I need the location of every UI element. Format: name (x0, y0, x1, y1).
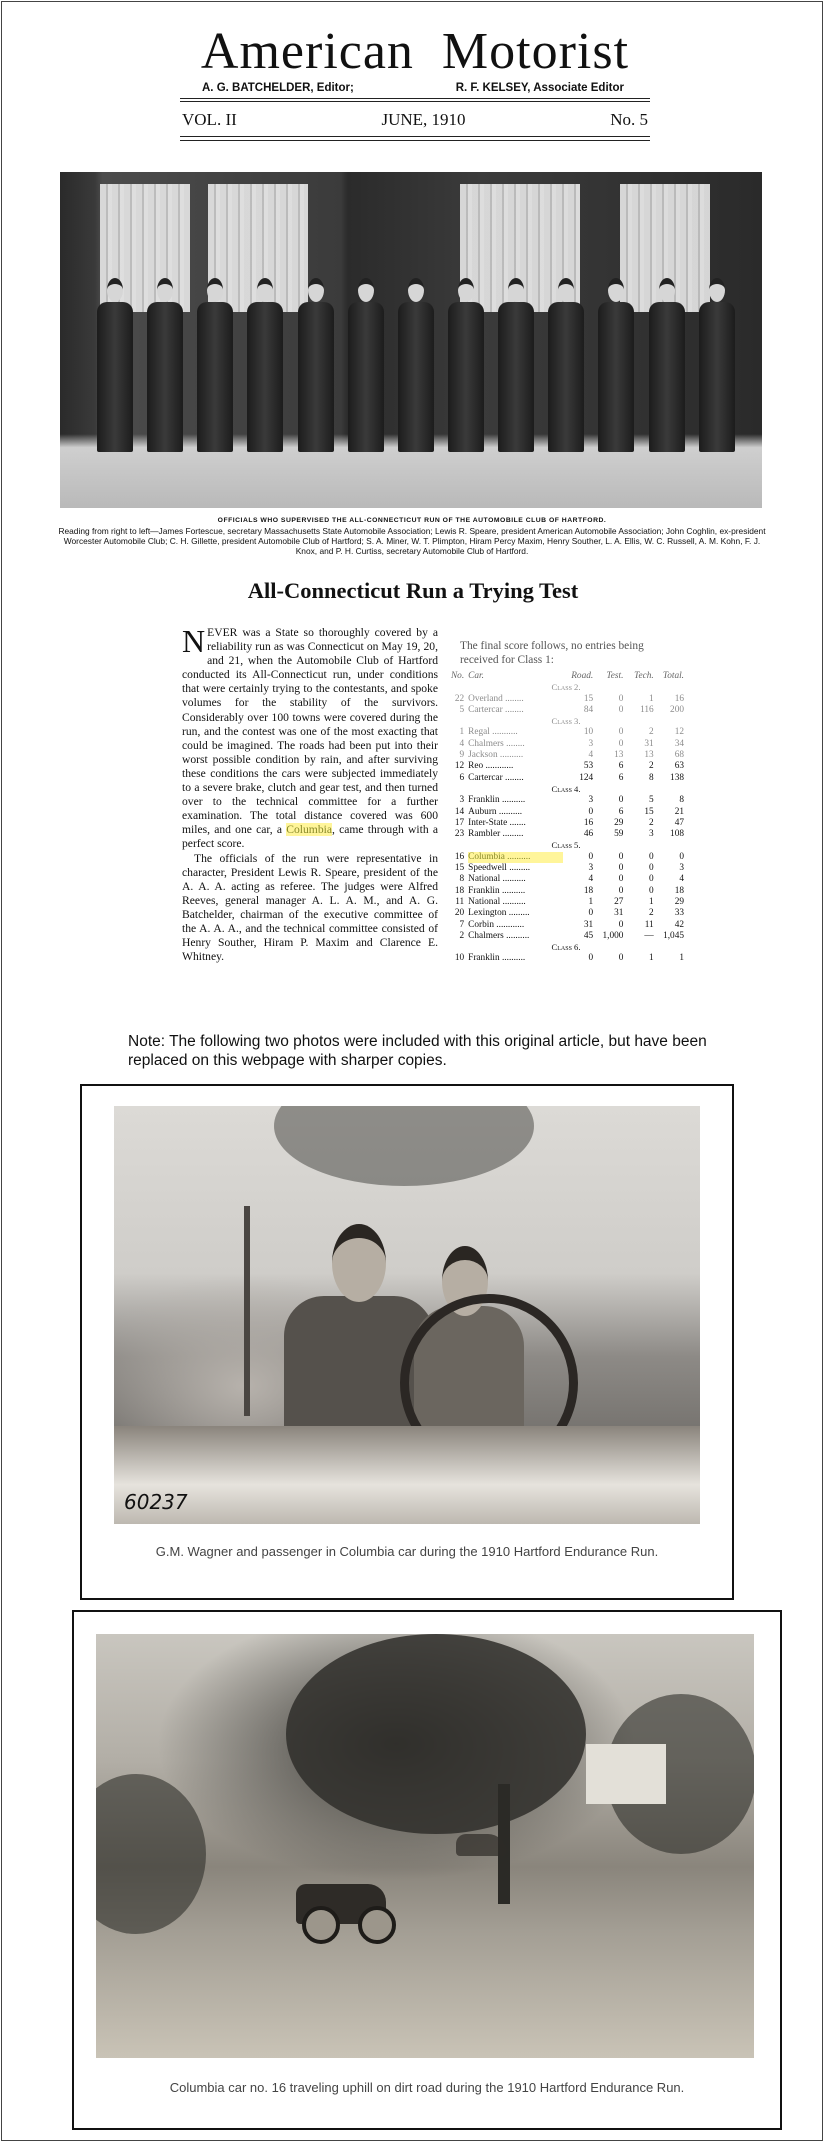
score-cell: 1 (679, 953, 684, 964)
score-cell: 31 (644, 738, 654, 749)
masthead (180, 24, 650, 141)
score-cell: 124 (579, 772, 594, 783)
score-header-cell: Road. (571, 671, 594, 681)
score-class-label: Class 2. (551, 682, 581, 693)
score-cell: 20 (454, 908, 465, 919)
score-cell: 6 (618, 761, 624, 772)
score-cell: 53 (583, 761, 594, 772)
score-cell: 0 (618, 795, 624, 806)
photo-frame-uphill (72, 1610, 782, 2130)
score-cell: Speedwell ......... (468, 863, 531, 874)
score-cell: 4 (588, 750, 594, 761)
score-header-cell: Car. (468, 671, 484, 681)
wagner-photo-caption: G.M. Wagner and passenger in Columbia car during the 1910 Hartford Endurance Run. (155, 1544, 659, 1559)
score-cell: 5 (459, 704, 465, 715)
score-cell: 5 (649, 795, 654, 806)
score-row (448, 750, 684, 761)
score-cell: 4 (588, 874, 594, 885)
score-class-label: Class 3. (551, 716, 581, 727)
score-cell: 17 (454, 817, 465, 828)
score-cell: Lexington ......... (468, 908, 530, 919)
score-row (448, 727, 684, 738)
score-cell: 2 (649, 727, 654, 738)
person-figure (598, 278, 634, 452)
score-row (448, 863, 684, 874)
score-row (448, 886, 684, 897)
score-cell: 46 (583, 829, 594, 840)
person-figure (448, 278, 484, 452)
officials-caption (56, 516, 768, 556)
editor-name: A. G. BATCHELDER, Editor; (202, 82, 354, 94)
score-cell: Overland ........ (468, 693, 524, 704)
photo-frame-wagner (80, 1084, 734, 1600)
score-row (448, 739, 684, 750)
score-cell: 42 (674, 919, 684, 930)
score-cell: 2 (649, 817, 654, 828)
score-cell: 0 (649, 885, 654, 896)
score-cell: 0 (588, 908, 594, 919)
score-cell: 8 (679, 795, 684, 806)
score-cell: 31 (614, 908, 624, 919)
score-cell: 1 (649, 953, 654, 964)
score-cell: 18 (583, 885, 594, 896)
score-cell: Chalmers .......... (468, 930, 530, 941)
person-figure (197, 278, 233, 452)
drop-cap: N (182, 623, 206, 659)
tree-canopy (286, 1634, 586, 1834)
score-class-label: Class 4. (551, 783, 581, 794)
score-cell: 34 (674, 738, 684, 749)
tree-foliage (274, 1106, 534, 1186)
magazine-title: American Motorist (200, 23, 630, 80)
score-cell: 0 (618, 953, 624, 964)
score-cell: 8 (459, 874, 465, 885)
score-cell: 3 (679, 863, 684, 874)
issue-rule-top (180, 136, 650, 137)
score-cell: 16 (454, 851, 465, 862)
score-cell: Jackson .......... (468, 750, 524, 761)
score-cell: 9 (459, 750, 465, 761)
score-cell: 6 (618, 772, 624, 783)
score-cell: 45 (583, 930, 594, 941)
car-wheel (358, 1906, 396, 1944)
score-cell: Columbia .......... (468, 852, 563, 863)
score-cell: 3 (588, 863, 594, 874)
score-header-cell: Total. (662, 671, 684, 681)
article-body (182, 623, 438, 964)
issue-line (180, 102, 650, 134)
editors-line (180, 80, 650, 94)
score-cell: 2 (649, 761, 654, 772)
score-cell: 3 (649, 829, 654, 840)
highlighted-columbia: Columbia (286, 823, 332, 837)
score-cell: 0 (588, 953, 594, 964)
score-header-cell: No. (450, 671, 465, 681)
score-cell: 31 (583, 919, 594, 930)
volume-label: VOL. II (182, 110, 237, 129)
score-class-row (448, 784, 684, 795)
score-header-cell: Test. (606, 671, 624, 681)
officials-photo (60, 172, 762, 508)
score-cell: 22 (454, 693, 465, 704)
score-cell: 0 (618, 851, 624, 862)
score-cell: 12 (454, 761, 465, 772)
car-wheel (302, 1906, 340, 1944)
score-cell: 63 (674, 761, 684, 772)
score-cell: 10 (583, 727, 594, 738)
score-cell: 12 (674, 727, 684, 738)
score-cell: 15 (583, 693, 594, 704)
webpage-note: Note: The following two photos were included with this original article, but have been replaced on this webpage with sharper copies. (128, 1033, 707, 1069)
issue-number: No. 5 (610, 110, 648, 129)
article-paragraph: The officials of the run were representative in character, President Lewis R. Speare, president of the A. A. A. acting as referee. The judges were Alfred Reeves, general manager A. L. A. M., and A. G. Batchelder, chairman of the executive committee of the A. A. A., and the technical committee consisted of Henry Souther, Hiram P. Maxim and Clarence E. Whitney. (182, 851, 438, 964)
score-cell: 29 (674, 896, 684, 907)
score-cell: 108 (670, 829, 684, 840)
distant-car (456, 1834, 506, 1856)
score-row (448, 920, 684, 931)
score-row (448, 795, 684, 806)
score-cell: 16 (674, 693, 684, 704)
score-row (448, 953, 684, 964)
score-cell: 23 (454, 829, 465, 840)
score-cell: 10 (454, 953, 465, 964)
score-cell: 1 (649, 896, 654, 907)
score-intro: The final score follows, no entries being received for Class 1: (460, 640, 644, 666)
score-cell: 4 (459, 738, 465, 749)
score-cell: 47 (674, 817, 684, 828)
score-cell: 1 (649, 693, 654, 704)
person-figure (649, 278, 685, 452)
officials-caption-title: OFFICIALS WHO SUPERVISED THE ALL-CONNECTICUT RUN OF THE AUTOMOBILE CLUB OF HARTFORD. (217, 517, 607, 524)
article-title: All-Connecticut Run a Trying Test (247, 578, 579, 603)
tree-left (96, 1774, 206, 1934)
score-cell: 0 (618, 863, 624, 874)
score-cell: 14 (454, 806, 465, 817)
score-cell: 0 (649, 851, 654, 862)
issue-rule-bottom (180, 140, 650, 141)
score-class-row (448, 942, 684, 953)
score-cell: 68 (674, 750, 684, 761)
score-cell: 13 (614, 750, 624, 761)
score-cell: 18 (674, 885, 684, 896)
score-cell: 15 (454, 863, 465, 874)
score-cell: National .......... (468, 874, 526, 885)
score-cell: 1 (588, 896, 594, 907)
score-cell: 1,045 (663, 930, 684, 941)
score-cell: 27 (614, 896, 624, 907)
score-row (448, 761, 684, 772)
score-row (448, 897, 684, 908)
score-cell: 138 (670, 772, 684, 783)
person-figure (498, 278, 534, 452)
score-cell: 11 (644, 919, 654, 930)
score-cell: 1,000 (602, 930, 624, 941)
score-cell: 3 (588, 738, 594, 749)
score-cell: 18 (454, 885, 465, 896)
score-cell: 11 (455, 896, 465, 907)
score-cell: 6 (459, 772, 465, 783)
score-cell: 16 (583, 817, 594, 828)
score-cell: 29 (614, 817, 624, 828)
score-class-row (448, 840, 684, 851)
score-cell: 84 (583, 704, 594, 715)
score-cell: 3 (588, 795, 594, 806)
score-cell: 0 (618, 885, 624, 896)
score-cell: Chalmers ........ (468, 738, 525, 749)
person-figure (247, 278, 283, 452)
score-cell: 116 (640, 704, 654, 715)
uphill-photo-caption: Columbia car no. 16 traveling uphill on dirt road during the 1910 Hartford Endurance Run. (169, 2080, 685, 2095)
score-cell: 0 (649, 874, 654, 885)
score-class-row (448, 682, 684, 693)
score-class-label: Class 6. (551, 942, 581, 953)
score-row (448, 694, 684, 705)
score-cell: Corbin ............ (468, 919, 525, 930)
score-row (448, 705, 684, 716)
score-class-label: Class 5. (551, 840, 581, 851)
person-figure (548, 278, 584, 452)
associate-editor-name: R. F. KELSEY, Associate Editor (455, 82, 624, 94)
score-cell: — (644, 930, 654, 941)
score-row (448, 852, 684, 863)
wagner-photo (114, 1106, 700, 1524)
score-table (448, 671, 684, 965)
score-row (448, 874, 684, 885)
score-cell: Cartercar ........ (468, 772, 524, 783)
score-cell: 0 (618, 704, 624, 715)
score-cell: 59 (614, 829, 624, 840)
score-cell: 0 (618, 919, 624, 930)
score-cell: 2 (459, 930, 465, 941)
score-cell: Cartercar ........ (468, 704, 524, 715)
score-cell: Franklin .......... (468, 885, 526, 896)
score-cell: Inter-State ....... (468, 817, 526, 828)
issue-date: JUNE, 1910 (381, 110, 466, 129)
score-cell: 1 (459, 727, 465, 738)
score-cell: 4 (679, 874, 684, 885)
officials-caption-text: Reading from right to left—James Fortescue, secretary Massachusetts State Automobile Association; Lewis R. Speare, president American Automobile Association; John Coghlin, ex-president Worcester Automobile Club; C. H. Gillette, president Automobile Club of Hartford; S. A. Miner, W. T. Plimpton, Hiram Percy Maxim, Henry Souther, L. A. Ellis, W. C. Russell, A. M. Kohn, F. J. Knox, and P. H. Curtiss, secretary Automobile Club of Hartford. (58, 526, 766, 556)
house (586, 1744, 666, 1804)
score-row (448, 829, 684, 840)
score-cell: 2 (649, 908, 654, 919)
person-figure (298, 278, 334, 452)
score-cell: 13 (644, 750, 654, 761)
score-cell: Reo ............ (468, 761, 514, 772)
score-row (448, 908, 684, 919)
group-of-officials (90, 252, 742, 452)
score-cell: Auburn .......... (468, 806, 523, 817)
person-figure (97, 278, 133, 452)
score-cell: 21 (674, 806, 684, 817)
score-table-column (448, 640, 684, 965)
score-cell: Regal ........... (468, 727, 518, 738)
score-cell: 0 (618, 693, 624, 704)
score-row (448, 807, 684, 818)
score-cell: 7 (459, 919, 465, 930)
score-header-row (448, 671, 684, 682)
score-cell: National .......... (468, 896, 526, 907)
uphill-photo (96, 1634, 754, 2058)
person-figure (398, 278, 434, 452)
article-paragraph: NEVER was a State so thoroughly covered by a reliability run as was Connecticut on May 19, 20, and 21, when the Automobile Club of Hartford conducted its All-Connecticut run, under conditions that were certainly trying to the contestants, and spoke volumes for the stability of the survivors. Considerably over 100 towns were covered during the run, and the contest was one of the most exacting that could be imagined. The roads had been put into their worst possible condition by rain, and after surviving these conditions the cars were subjected immediately to a severe brake, clutch and gear test, and then turned over to the technical committee for a further examination. The total distance covered was 600 miles, and one car, a Columbia, came through with a perfect score. (182, 623, 438, 851)
score-cell: 0 (649, 863, 654, 874)
score-row (448, 818, 684, 829)
score-cell: 8 (649, 772, 654, 783)
person-figure (147, 278, 183, 452)
score-row (448, 773, 684, 784)
score-cell: Franklin .......... (468, 953, 526, 964)
score-cell: 15 (644, 806, 654, 817)
score-cell: 0 (588, 851, 594, 862)
score-cell: 0 (679, 851, 684, 862)
score-cell: 0 (588, 806, 594, 817)
telegraph-pole (244, 1206, 250, 1416)
score-cell: Franklin .......... (468, 795, 526, 806)
score-row (448, 931, 684, 942)
car-body (114, 1426, 700, 1524)
score-cell: 200 (670, 704, 684, 715)
score-cell: 6 (618, 806, 624, 817)
score-cell: 0 (618, 727, 624, 738)
person-figure (699, 278, 735, 452)
score-header-cell: Tech. (634, 671, 654, 681)
negative-number: 60237 (124, 1490, 188, 1514)
score-cell: Rambler ......... (468, 829, 524, 840)
score-cell: 33 (674, 908, 684, 919)
person-figure (348, 278, 384, 452)
score-cell: 0 (618, 874, 624, 885)
score-cell: 3 (459, 795, 465, 806)
score-cell: 0 (618, 738, 624, 749)
driver-head (332, 1224, 386, 1302)
score-class-row (448, 716, 684, 727)
